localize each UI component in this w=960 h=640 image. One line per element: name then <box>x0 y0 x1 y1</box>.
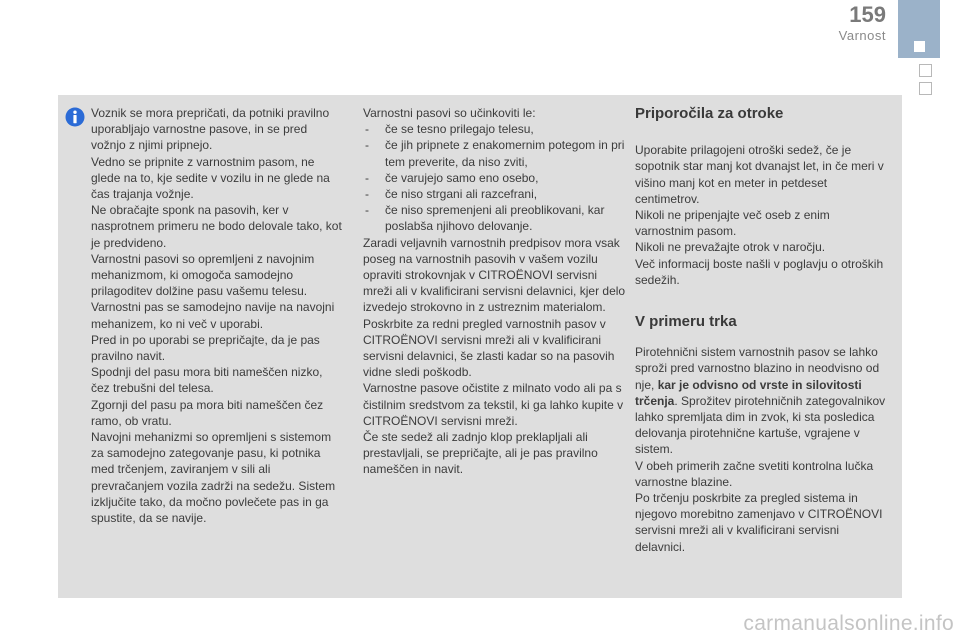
heading-children: Priporočila za otroke <box>635 105 784 122</box>
column-seatbelt-driver <box>91 105 343 526</box>
list-item: - če niso spremenjeni ali preoblikovani, kar poslabša njihovo delovanje. <box>363 202 627 234</box>
list-item: - če jih pripnete z enakomernim potegom in pri tem preverite, da niso zviti, <box>363 137 627 169</box>
paragraph: Nikoli ne prevažajte otrok v naročju. <box>635 240 826 255</box>
paragraph: Po trčenju poskrbite za pregled sistema in njegovo morebitno zamenjavo v CITROËNOVI servisni mreži ali v kvalificirani servisni delavnici. <box>635 491 883 554</box>
paragraph: Pred in po uporabi se prepričajte, da je pas pravilno navit. <box>91 332 320 364</box>
list-item: - če se tesno prilegajo telesu, <box>363 121 627 137</box>
paragraph: Če ste sedež ali zadnjo klop preklapljali ali prestavljali, se prepričajte, ali je pas pravilno nameščen in navit. <box>363 430 598 477</box>
paragraph: Ne obračajte sponk na pasovih, ker v nasprotnem primeru ne bodo delovale tako, kot je predvideno. <box>91 203 342 250</box>
paragraph: Poskrbite za redni pregled varnostnih pasov v CITROËNOVI servisni mreži ali v kvalificirani servisni delavnici, še zlasti kadar so na pasovih vidne sledi poškodb. <box>363 316 615 380</box>
page-number: 159 <box>849 2 886 27</box>
paragraph: Vedno se pripnite z varnostnim pasom, ne glede na to, kje sedite v vozilu in ne glede na čas trajanja vožnje. <box>91 154 330 202</box>
column-children-crash <box>635 105 887 555</box>
paragraph: Voznik se mora prepričati, da potniki pravilno uporabljajo varnostne pasove, in se pred vožnjo z njimi pripnejo. <box>91 106 330 153</box>
paragraph: Nikoli ne pripenjajte več oseb z enim varnostnim pasom. <box>635 208 830 239</box>
text-run: . Sprožitev pirotehničnih zategovalnikov lahko spremljata dim in zvok, ki sta posledica delovanja pirotehnične kartuše, vgrajene v sistem. <box>635 393 886 457</box>
paragraph: Varnostni pasovi so učinkoviti le: <box>363 106 536 120</box>
list-item: - če varujejo samo eno osebo, <box>363 170 627 186</box>
paragraph: Uporabite prilagojeni otroški sedež, če je sopotnik star manj kot dvanajst let, in če meri v višino manj kot en meter in petdeset centimetrov. <box>635 143 884 206</box>
paragraph: Zaradi veljavnih varnostnih predpisov mora vsak poseg na varnostnih pasovih v vašem vozilu opraviti strokovnjak v CITROËNOVI servisni mreži ali v kvalificirani servisni delavnici, kjer delo izvedejo strokovno in z ustreznim materialom. <box>363 235 626 315</box>
column-seatbelt-effectiveness <box>363 105 627 478</box>
paragraph: Zgornji del pasu pa mora biti nameščen čez ramo, ob vratu. <box>91 397 324 428</box>
section-tab-empty-1[interactable] <box>919 64 932 77</box>
info-icon <box>65 107 85 127</box>
heading-crash: V primeru trka <box>635 313 737 331</box>
paragraph: Varnostni pasovi so opremljeni z navojnim mehanizmom, ki omogoča samodejno prilagoditev dolžine pasu vašemu telesu. Varnostni pas se samodejno navije na navojni mehanizem, ko ni več v uporabi. <box>91 251 335 331</box>
paragraph: Spodnji del pasu mora biti nameščen nizko, čez trebušni del telesa. <box>91 365 323 396</box>
watermark: carmanualsonline.info <box>743 612 954 635</box>
content-panel <box>58 95 902 598</box>
text-run-bold: kar je odvisno od vrste in silovitosti trčenja <box>635 377 862 408</box>
section-name: Varnost <box>838 28 886 43</box>
section-tab-empty-2[interactable] <box>919 82 932 95</box>
paragraph: Več informacij boste našli v poglavju o otroških sedežih. <box>635 256 884 287</box>
paragraph: V obeh primerih začne svetiti kontrolna lučka varnostne blazine. <box>635 458 874 489</box>
paragraph: Navojni mehanizmi so opremljeni s sistemom za samodejno zategovanje pasu, ki potnika med trčenjem, zaviranjem v sili ali prevračanjem vozila zadrži na sedežu. Sistem izključite tako, da močno povlečete pas in ga spustite, da se navije. <box>91 430 336 526</box>
text-run: Pirotehnični sistem varnostnih pasov se lahko sproži pred varnostno blazino in neodvisno od nje, <box>635 345 880 392</box>
section-tab-active[interactable] <box>898 0 940 58</box>
paragraph: Varnostne pasove očistite z milnato vodo ali pa s čistilnim sredstvom za tekstil, ki ga lahko kupite v CITROËNOVI servisni mreži. <box>363 381 624 428</box>
paragraph <box>635 344 887 457</box>
list-item: - če niso strgani ali razcefrani, <box>363 186 627 202</box>
